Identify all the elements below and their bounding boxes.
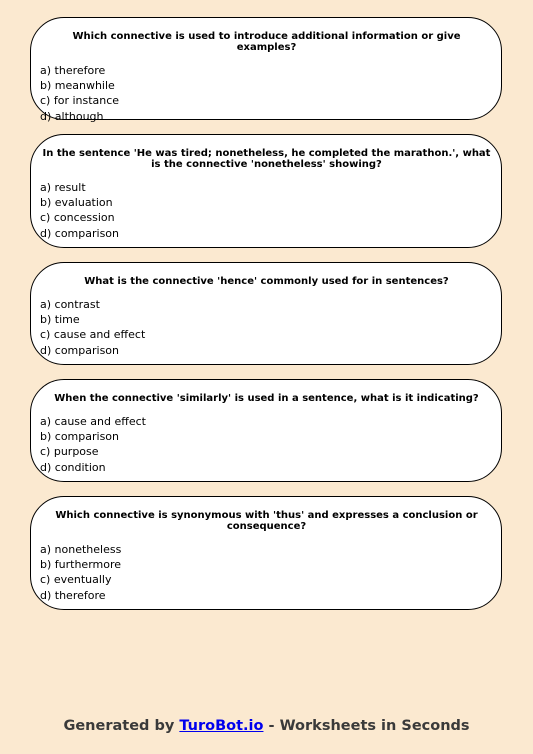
option: a) nonetheless	[40, 543, 122, 556]
question-text: When the connective 'similarly' is used in a sentence, what is it indicating?	[54, 393, 479, 404]
options-list	[40, 297, 493, 358]
option: b) meanwhile	[40, 79, 115, 93]
question-card	[30, 134, 502, 248]
options-list	[40, 180, 493, 241]
question-card	[30, 496, 502, 610]
footer-prefix: Generated by	[63, 718, 180, 734]
option: a) result	[40, 181, 86, 194]
option: d) therefore	[40, 588, 106, 602]
option: b) furthermore	[40, 558, 122, 572]
question-text: What is the connective 'hence' commonly used for in sentences?	[84, 276, 449, 287]
footer-suffix: - Worksheets in Seconds	[263, 718, 470, 734]
option: c) concession	[40, 211, 115, 225]
option: c) cause and effect	[40, 328, 146, 342]
turobot-link[interactable]: TuroBot.io	[179, 718, 264, 734]
option: a) contrast	[40, 298, 100, 311]
option: d) comparison	[40, 343, 119, 357]
options-list	[40, 63, 493, 124]
option: a) therefore	[40, 64, 106, 77]
option: c) purpose	[40, 445, 99, 459]
options-list	[40, 414, 493, 475]
options-list	[40, 542, 493, 603]
question-text: Which connective is synonymous with 'thus' and expresses a conclusion or consequence?	[55, 510, 478, 532]
question-card	[30, 17, 502, 123]
footer	[0, 718, 533, 734]
question-text: In the sentence 'He was tired; nonetheless, he completed the marathon.', what is the connective 'nonetheless' showing?	[42, 148, 491, 170]
question-text: Which connective is used to introduce additional information or give examples?	[72, 31, 461, 53]
option: d) condition	[40, 460, 106, 474]
option: a) cause and effect	[40, 415, 146, 428]
option: b) evaluation	[40, 196, 113, 210]
question-card	[30, 262, 502, 365]
option: b) comparison	[40, 430, 119, 444]
option: d) although	[40, 109, 104, 123]
option: c) eventually	[40, 573, 112, 587]
option: d) comparison	[40, 226, 119, 240]
option: b) time	[40, 313, 80, 327]
option: c) for instance	[40, 94, 120, 108]
question-card	[30, 379, 502, 482]
